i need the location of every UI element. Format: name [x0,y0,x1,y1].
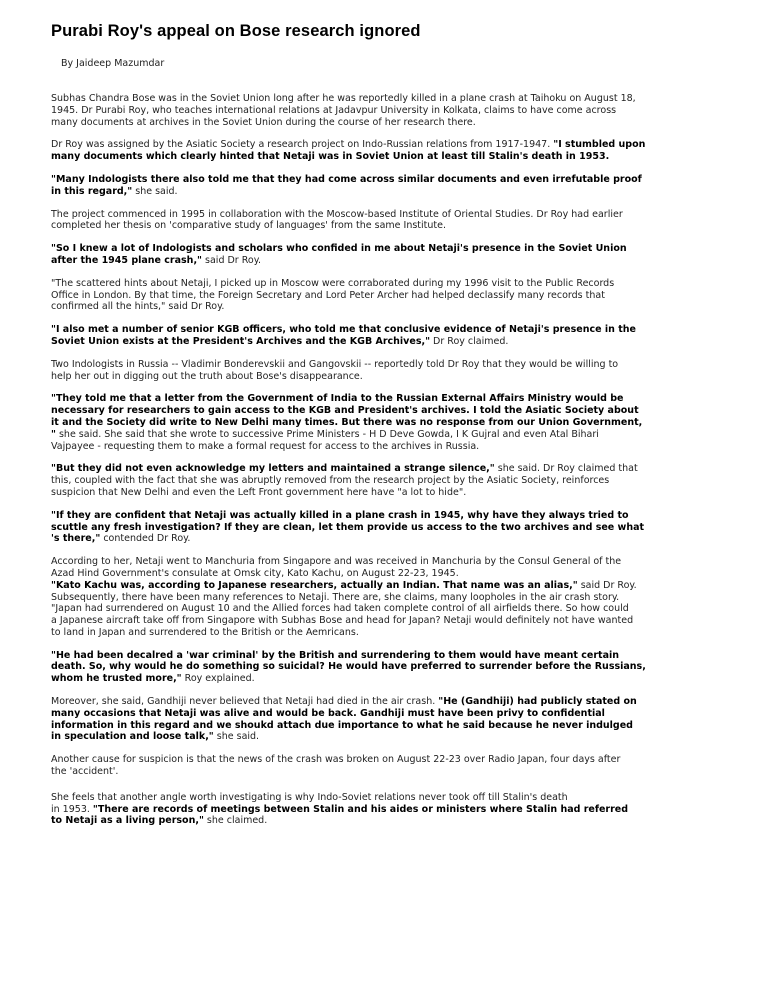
article-title: Purabi Roy's appeal on Bose research ignored [51,22,421,40]
body-text: Dr Roy claimed. [430,335,509,347]
body-text: a Japanese aircraft take off from Singapore with Subhas Bose and head for Japan? Netaji would definitely not have wanted [51,615,634,627]
body-text: she said. [132,185,178,197]
paragraph-line [51,324,681,336]
paragraph-line [51,556,681,568]
paragraph [51,324,681,348]
quote-text: "But they did not even acknowledge my letters and maintained a strange silence," [51,463,495,475]
paragraph [51,580,681,639]
body-text: Subhas Chandra Bose was in the Soviet Union long after he was reportedly killed in a plane crash at Taihoku on August 18, [51,93,636,104]
quote-text: 's there," [51,533,101,545]
quote-text: many documents which clearly hinted that Netaji was in Soviet Union at least till Stalin's death in 1953. [51,151,610,163]
paragraph-line [51,754,681,766]
body-text: Dr Roy was assigned by the Asiatic Society a research project on Indo-Russian relations from 1917-1947. [51,139,554,151]
paragraph-line [51,661,681,673]
quote-text: it and the Society did write to New Delhi many times. But there was no response from our Union Government, [51,416,643,428]
body-text: Two Indologists in Russia -- Vladimir Bonderevskii and Gangovskii -- reportedly told Dr Roy that they would be willing to [51,358,619,370]
body-text: Subsequently, there have been many references to Netaji. There are, she claims, many loopholes in the air crash story. [51,591,620,603]
body-text: "Japan had surrendered on August 10 and the Allied forces had taken complete control of all airfields there. So how could [51,603,629,615]
paragraph-line [51,417,681,429]
body-text: the 'accident'. [51,766,119,778]
quote-text: "They told me that a letter from the Government of India to the Russian External Affairs Ministry would be [51,393,624,405]
paragraph [51,393,681,452]
paragraph-line [51,463,681,475]
body-text: said Dr Roy. [202,254,262,266]
body-text: suspicion that New Delhi and even the Left Front government here have "a lot to hide". [51,486,467,498]
body-text: 1945. Dr Purabi Roy, who teaches international relations at Jadavpur University in Kolkata, claims to have come across [51,104,617,116]
body-text: completed her thesis on 'comparative study of languages' from the same Institute. [51,220,447,232]
quote-text: Soviet Union exists at the President's Archives and the KGB Archives," [51,335,431,347]
paragraph-line [51,522,681,534]
quote-text: many occasions that Netaji was alive and would be back. Gandhiji must have been privy to confidential [51,707,605,719]
paragraph-line [51,301,681,313]
paragraph-line [51,696,681,708]
paragraph-line [51,533,681,545]
paragraph-line [51,615,681,627]
paragraph-line [51,174,681,186]
paragraph [51,556,681,580]
quote-text: "Kato Kachu was, according to Japanese researchers, actually an Indian. That name was an alias," [51,579,578,591]
paragraph [51,93,681,128]
paragraph [51,696,681,743]
paragraph-line [51,139,681,151]
paragraph-line [51,673,681,685]
paragraph-line [51,278,681,290]
paragraph-line [51,105,681,117]
body-text: help her out in digging out the truth about Bose's disappearance. [51,370,363,382]
body-text: she said. [213,731,260,743]
paragraph-line [51,441,681,453]
paragraph-line [51,603,681,615]
paragraph [51,463,681,498]
paragraph-line [51,627,681,639]
body-text: contended Dr Roy. [100,533,191,545]
body-text: Another cause for suspicion is that the news of the crash was broken on August 22-23 over Radio Japan, four days after [51,754,621,766]
article-body [51,93,681,827]
paragraph-line [51,815,681,827]
quote-text: to Netaji as a living person," [51,815,204,827]
quote-text: " [51,428,56,440]
quote-text: "Many Indologists there also told me that they had come across similar documents and even irrefutable proof [51,173,642,185]
paragraph-line [51,429,681,441]
body-text: this, coupled with the fact that she was abruptly removed from the research project by the Asiatic Society, reinforces [51,475,610,487]
body-text: Vajpayee - requesting them to make a formal request for access to the archives in Russia. [51,440,480,452]
body-text: Office in London. By that time, the Foreign Secretary and Lord Peter Archer had helped declassify many records that [51,289,605,301]
body-text: "The scattered hints about Netaji, I picked up in Moscow were corraborated during my 1996 visit to the Public Records [51,277,615,289]
quote-text: "I also met a number of senior KGB officers, who told me that conclusive evidence of Netaji's presence in the [51,324,636,336]
body-text: many documents at archives in the Soviet Union during the course of her research there. [51,116,476,128]
paragraph-line [51,568,681,580]
paragraph-line [51,371,681,383]
paragraph-line [51,720,681,732]
quote-text: scuttle any fresh investigation? If they are clean, let them provide us access to the two archives and see what [51,521,645,533]
body-text: she said. Dr Roy claimed that [494,463,638,475]
paragraph-line [51,93,681,105]
body-text: The project commenced in 1995 in collaboration with the Moscow-based Institute of Oriental Studies. Dr Roy had earlier [51,208,623,220]
quote-text: death. So, why would he do something so suicidal? He would have preferred to surrender before the Russians, [51,661,646,673]
body-text: Azad Hind Government's consulate at Omsk city, Kato Kachu, on August 22-23, 1945. [51,567,459,579]
paragraph-line [51,243,681,255]
paragraph-line [51,580,681,592]
quote-text: whom he trusted more," [51,673,182,685]
quote-text: "He had been decalred a 'war criminal' by the British and surrendering to them would have meant certain [51,649,620,661]
paragraph-line [51,475,681,487]
paragraph-line [51,336,681,348]
paragraph [51,174,681,198]
body-text: Roy explained. [181,673,255,685]
paragraph [51,359,681,383]
body-text: said Dr Roy. [577,579,637,591]
quote-text: "I stumbled upon [553,139,646,151]
quote-text: after the 1945 plane crash," [51,254,203,266]
paragraph-line [51,186,681,198]
article [51,22,681,838]
body-text: Moreover, she said, Gandhiji never believed that Netaji had died in the air crash. [51,696,439,708]
paragraph-line [51,650,681,662]
paragraph-line [51,766,681,778]
paragraph [51,510,681,545]
body-text: confirmed all the hints," said Dr Roy. [51,301,225,313]
body-text: she claimed. [203,815,268,827]
paragraph [51,754,681,778]
paragraph-line [51,804,681,816]
quote-text: "If they are confident that Netaji was actually killed in a plane crash in 1945, why have they always tried to [51,509,629,521]
paragraph [51,139,681,163]
paragraph-line [51,405,681,417]
paragraph [51,792,681,827]
paragraph-line [51,592,681,604]
paragraph-line [51,117,681,129]
quote-text: in speculation and loose talk," [51,731,214,743]
paragraph-line [51,393,681,405]
paragraph-line [51,487,681,499]
body-text: According to her, Netaji went to Manchuria from Singapore and was received in Manchuria by the Consul General of the [51,556,622,568]
paragraph-line [51,151,681,163]
paragraph-line [51,731,681,743]
body-text: in 1953. [51,803,93,815]
quote-text: "There are records of meetings between Stalin and his aides or ministers where Stalin had referred [92,803,629,815]
quote-text: necessary for researchers to gain access to the KGB and President's archives. I told the Asiatic Society about [51,405,639,417]
paragraph-line [51,220,681,232]
paragraph [51,243,681,267]
body-text: She feels that another angle worth investigating is why Indo-Soviet relations never took off till Stalin's death [51,791,568,803]
quote-text: "So I knew a lot of Indologists and scholars who confided in me about Netaji's presence in the Soviet Union [51,243,627,255]
paragraph-line [51,359,681,371]
quote-text: "He (Gandhiji) had publicly stated on [438,696,637,708]
paragraph-line [51,792,681,804]
paragraph-line [51,290,681,302]
paragraph-line [51,209,681,221]
paragraph [51,209,681,233]
paragraph [51,278,681,313]
article-byline: By Jaideep Mazumdar [61,58,165,69]
paragraph-line [51,510,681,522]
quote-text: in this regard," [51,185,133,197]
body-text: she said. She said that she wrote to successive Prime Ministers - H D Deve Gowda, I K Gujral and even Atal Bihari [55,428,599,440]
body-text: to land in Japan and surrendered to the British or the Aemricans. [51,626,359,638]
quote-text: information in this regard and we shoukd attach due importance to what he said because he never indulged [51,719,633,731]
paragraph-line [51,255,681,267]
paragraph-line [51,708,681,720]
paragraph [51,650,681,685]
